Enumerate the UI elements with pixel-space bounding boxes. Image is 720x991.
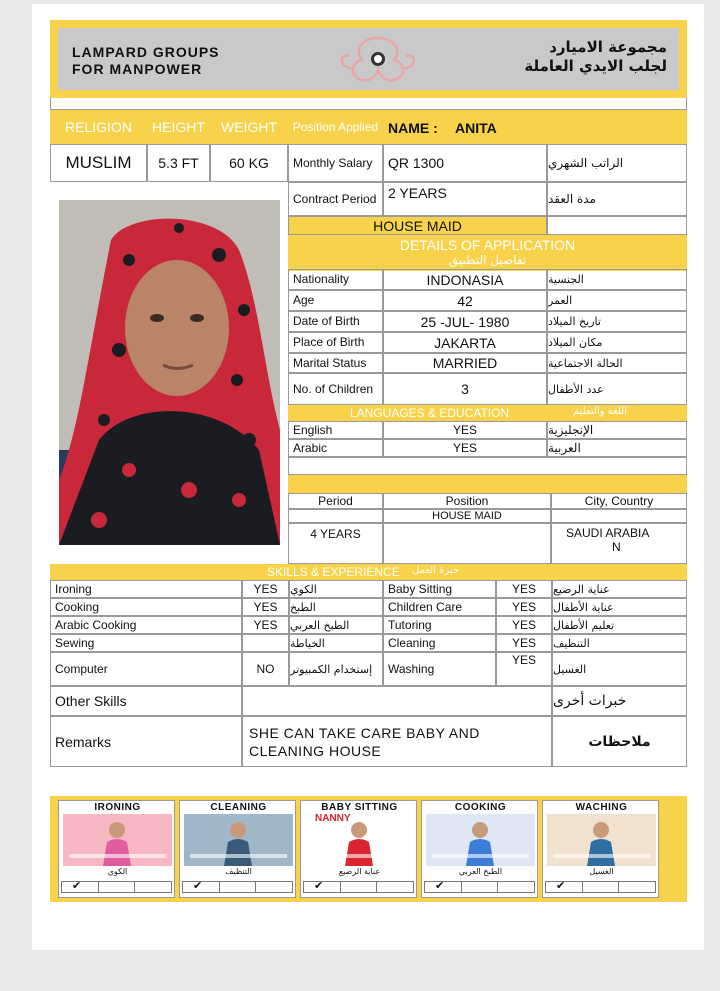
application-row-value: 25 -JUL- 1980 bbox=[383, 311, 547, 332]
application-row-label-ar: مكان الميلاد bbox=[547, 332, 687, 353]
application-row-label-ar: عدد الأطفال bbox=[547, 373, 687, 405]
washing-photo-icon bbox=[547, 814, 656, 866]
checkbox-cell bbox=[462, 882, 499, 892]
application-row-label: Marital Status bbox=[288, 353, 383, 373]
experience-header-position: Position bbox=[383, 493, 551, 509]
skill-right-label-ar: التنظيف bbox=[552, 634, 687, 652]
checkbox-cell bbox=[619, 882, 655, 892]
lotus-globe-logo-icon bbox=[332, 32, 424, 86]
skill-left-label: Cooking bbox=[50, 598, 242, 616]
skill-right-value: YES bbox=[496, 652, 552, 686]
checkmark-icon: ✔ bbox=[314, 879, 324, 892]
contract-value: 2 YEARS bbox=[383, 182, 547, 216]
name-value: ANITA bbox=[455, 120, 497, 136]
ironing-photo-icon bbox=[63, 814, 172, 866]
position-applied-label: Position Applied bbox=[292, 120, 379, 134]
skills-title-ar: خبرة العمل bbox=[412, 565, 460, 576]
language-row-label-ar: العربية bbox=[547, 439, 687, 457]
company-name-en-2: FOR MANPOWER bbox=[72, 61, 203, 77]
application-row-label-ar: تاريخ الميلاد bbox=[547, 311, 687, 332]
salary-value: QR 1300 bbox=[383, 144, 547, 182]
checkmark-icon: ✔ bbox=[193, 879, 203, 892]
skill-right-label: Children Care bbox=[383, 598, 496, 616]
skill-right-label-ar: تعليم الأطفال bbox=[552, 616, 687, 634]
language-row-label: English bbox=[288, 421, 383, 439]
checkbox-cell bbox=[377, 882, 413, 892]
skill-right-value: YES bbox=[496, 616, 552, 634]
remarks-label: Remarks bbox=[50, 716, 242, 767]
skills-title-en: SKILLS & EXPERIENCE bbox=[267, 565, 400, 579]
languages-empty-row bbox=[288, 457, 687, 475]
checkbox-cell bbox=[341, 882, 378, 892]
cooking-card bbox=[421, 800, 538, 898]
experience-country-line1: SAUDI ARABIA bbox=[566, 526, 650, 540]
weight-value: 60 KG bbox=[210, 144, 288, 182]
card-title: WACHING bbox=[575, 802, 628, 813]
skill-right-label: Tutoring bbox=[383, 616, 496, 634]
card-title: BABY SITTING bbox=[321, 802, 398, 813]
card-subtitle: NANNY bbox=[315, 813, 351, 824]
skill-right-value: YES bbox=[496, 634, 552, 652]
checkbox-cell bbox=[425, 879, 462, 892]
experience-header-country: City, Country bbox=[551, 493, 687, 509]
skill-left-label-ar: الكوي bbox=[289, 580, 383, 598]
contract-label: Contract Period bbox=[288, 182, 383, 216]
babysitting-card bbox=[300, 800, 417, 898]
remarks-label-ar: ملاحظات bbox=[552, 716, 687, 767]
application-row-value: INDONASIA bbox=[383, 269, 547, 290]
application-row-label: Date of Birth bbox=[288, 311, 383, 332]
skill-left-label: Computer bbox=[50, 652, 242, 686]
card-label-ar: الغسيل bbox=[589, 867, 614, 876]
checkmark-icon: ✔ bbox=[435, 879, 445, 892]
checkbox-cell bbox=[498, 882, 534, 892]
languages-title-ar: اللغة والتعليم bbox=[573, 406, 627, 417]
experience-country-line2: N bbox=[612, 540, 621, 554]
cooking-photo-icon bbox=[426, 814, 535, 866]
experience-subheader-empty bbox=[288, 509, 383, 523]
skill-right-label: Washing bbox=[383, 652, 496, 686]
language-row-value: YES bbox=[383, 439, 547, 457]
checkbox-cell bbox=[256, 882, 292, 892]
position-value-empty bbox=[547, 216, 687, 235]
other-skills-value bbox=[242, 686, 552, 716]
religion-label: RELIGION bbox=[65, 119, 132, 135]
skill-left-label-ar: الخياطة bbox=[289, 634, 383, 652]
experience-subheader-empty-2 bbox=[551, 509, 687, 523]
skill-left-label: Ironing bbox=[50, 580, 242, 598]
divider-line bbox=[50, 98, 687, 110]
skill-left-value: YES bbox=[242, 580, 289, 598]
ironing-card bbox=[58, 800, 175, 898]
checkbox-cell bbox=[546, 879, 583, 892]
language-row-value: YES bbox=[383, 421, 547, 439]
application-row-label: Age bbox=[288, 290, 383, 311]
experience-period-value: 4 YEARS bbox=[288, 523, 383, 564]
checkbox-cell bbox=[135, 882, 171, 892]
checkbox-cell bbox=[183, 879, 220, 892]
application-title-en: DETAILS OF APPLICATION bbox=[399, 237, 576, 253]
company-name-en-1: LAMPARD GROUPS bbox=[72, 44, 220, 60]
experience-country-value bbox=[551, 523, 687, 564]
application-row-value: JAKARTA bbox=[383, 332, 547, 353]
application-row-label-ar: الحالة الاجتماعية bbox=[547, 353, 687, 373]
application-row-label: Nationality bbox=[288, 269, 383, 290]
card-label-ar: عناية الرضيع bbox=[338, 867, 381, 876]
checkbox-cell bbox=[220, 882, 257, 892]
card-checkbox-row bbox=[424, 881, 535, 893]
card-title: IRONING bbox=[94, 802, 141, 813]
applicant-photo bbox=[59, 200, 280, 545]
skill-left-label-ar: الطبخ bbox=[289, 598, 383, 616]
cleaning-photo-icon bbox=[184, 814, 293, 866]
experience-header-period: Period bbox=[288, 493, 383, 509]
skill-right-label-ar: عناية الرضيع bbox=[552, 580, 687, 598]
skill-left-label: Sewing bbox=[50, 634, 242, 652]
card-checkbox-row bbox=[61, 881, 172, 893]
cleaning-card bbox=[179, 800, 296, 898]
company-name-ar-2: لجلب الايدي العاملة bbox=[524, 57, 667, 75]
height-label: HEIGHT bbox=[152, 119, 205, 135]
salary-label-ar: الراتب الشهري bbox=[547, 144, 687, 182]
experience-spacer-bar bbox=[288, 475, 687, 493]
checkbox-cell bbox=[99, 882, 136, 892]
language-row-label: Arabic bbox=[288, 439, 383, 457]
language-row-label-ar: الإنجليزية bbox=[547, 421, 687, 439]
skill-left-value: YES bbox=[242, 598, 289, 616]
application-row-label: No. of Children bbox=[288, 373, 383, 405]
checkmark-icon: ✔ bbox=[556, 879, 566, 892]
application-row-value: MARRIED bbox=[383, 353, 547, 373]
remarks-value: SHE CAN TAKE CARE BABY AND CLEANING HOUSE bbox=[242, 716, 552, 767]
skill-right-label: Cleaning bbox=[383, 634, 496, 652]
card-checkbox-row bbox=[545, 881, 656, 893]
skill-right-value: YES bbox=[496, 580, 552, 598]
card-label-ar: الطبخ العربي bbox=[458, 867, 503, 876]
name-label: NAME : bbox=[388, 120, 438, 136]
checkbox-cell bbox=[583, 882, 620, 892]
application-row-value: 42 bbox=[383, 290, 547, 311]
card-title: COOKING bbox=[454, 802, 507, 813]
skill-right-value: YES bbox=[496, 598, 552, 616]
application-row-label-ar: العمر bbox=[547, 290, 687, 311]
card-title: CLEANING bbox=[210, 802, 267, 813]
position-value: HOUSE MAID bbox=[288, 216, 547, 235]
salary-label: Monthly Salary bbox=[288, 144, 383, 182]
checkbox-cell bbox=[62, 879, 99, 892]
washing-card bbox=[542, 800, 659, 898]
religion-value: MUSLIM bbox=[50, 144, 147, 182]
cv-page bbox=[32, 4, 704, 950]
application-row-label-ar: الجنسية bbox=[547, 269, 687, 290]
skill-left-label-ar: الطبخ العربي bbox=[289, 616, 383, 634]
skill-right-label-ar: عناية الأطفال bbox=[552, 598, 687, 616]
application-row-label: Place of Birth bbox=[288, 332, 383, 353]
card-label-ar: التنظيف bbox=[225, 867, 252, 876]
skill-left-label: Arabic Cooking bbox=[50, 616, 242, 634]
checkmark-icon: ✔ bbox=[72, 879, 82, 892]
application-row-value: 3 bbox=[383, 373, 547, 405]
other-skills-label: Other Skills bbox=[50, 686, 242, 716]
card-label-ar: الكوي bbox=[107, 867, 128, 876]
skill-left-value: YES bbox=[242, 616, 289, 634]
height-value: 5.3 FT bbox=[147, 144, 210, 182]
experience-position-value: HOUSE MAID bbox=[383, 509, 551, 523]
skill-left-label-ar: إستخدام الكمبيوتر bbox=[289, 652, 383, 686]
experience-position-empty bbox=[383, 523, 551, 564]
skill-right-label-ar: الغسيل bbox=[552, 652, 687, 686]
languages-title-en: LANGUAGES & EDUCATION bbox=[350, 406, 510, 420]
contract-label-ar: مدة العقد bbox=[547, 182, 687, 216]
checkbox-cell bbox=[304, 879, 341, 892]
card-checkbox-row bbox=[182, 881, 293, 893]
other-skills-label-ar: خبرات أخرى bbox=[552, 686, 687, 716]
skill-right-label: Baby Sitting bbox=[383, 580, 496, 598]
weight-label: WEIGHT bbox=[221, 119, 277, 135]
skill-left-value: NO bbox=[242, 652, 289, 686]
company-name-ar-1: مجموعة الاميارد bbox=[549, 38, 667, 56]
application-title-ar: تفاصيل التطبيق bbox=[448, 253, 527, 267]
skill-left-value bbox=[242, 634, 289, 652]
card-checkbox-row bbox=[303, 881, 414, 893]
